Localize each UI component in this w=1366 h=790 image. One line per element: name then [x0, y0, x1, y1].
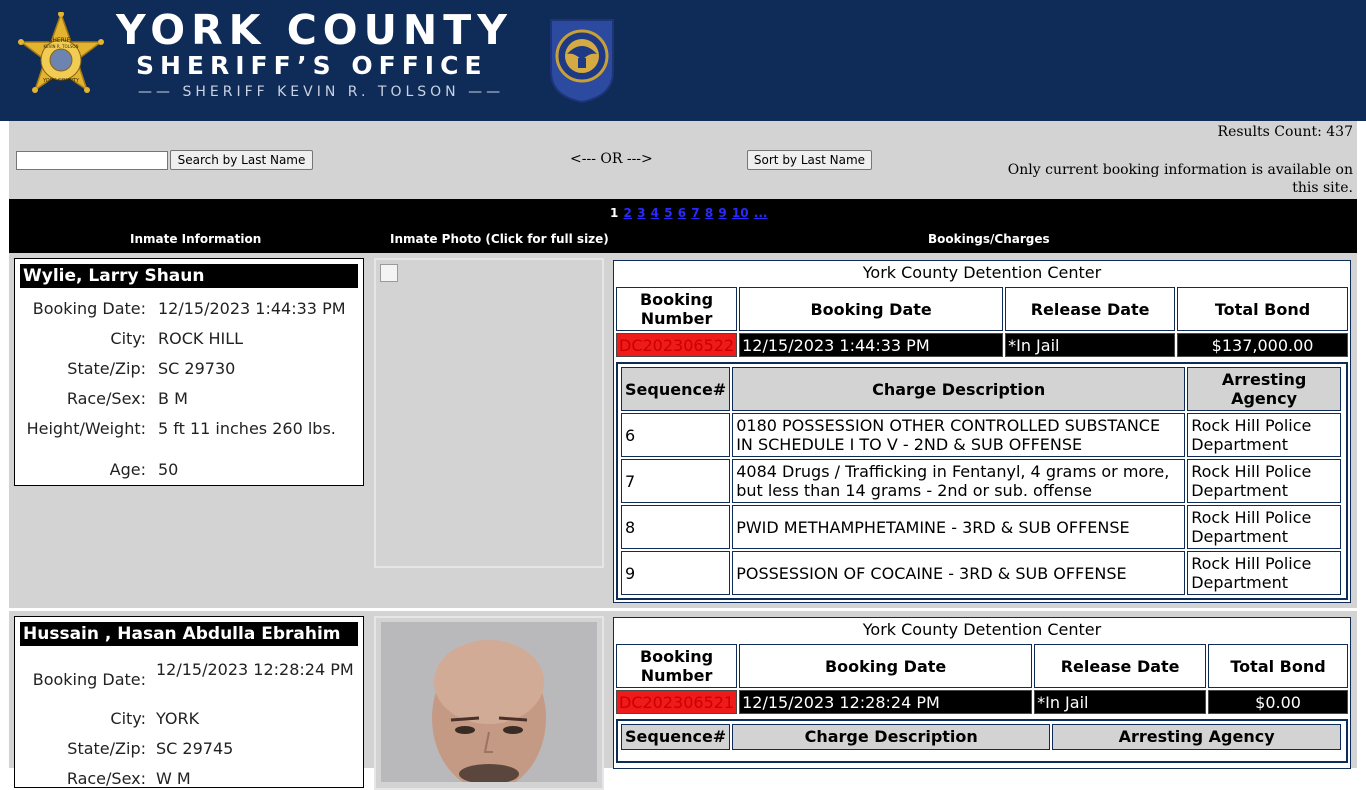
column-headers: [9, 227, 1357, 253]
inmate-record: [9, 611, 1357, 788]
charges-table: [619, 722, 1343, 752]
column-header-inmate-photo: Inmate Photo (Click for full size): [390, 232, 609, 246]
arresting-agency-header: Arresting Agency: [1187, 367, 1341, 411]
inmate-name: Hussain , Hasan Abdulla Ebrahim: [20, 622, 358, 646]
results-count: Results Count: 437: [1217, 124, 1353, 140]
inmate-info-box: [14, 258, 364, 486]
charge-description: POSSESSION OF COCAINE - 3RD & SUB OFFENSE: [732, 551, 1185, 595]
page-current: 1: [610, 206, 619, 220]
release-date-header: Release Date: [1034, 644, 1206, 688]
booking-date-cell: 12/15/2023 12:28:24 PM: [739, 690, 1032, 714]
charge-agency: Rock Hill Police Department: [1187, 413, 1341, 457]
inmate-name: Wylie, Larry Shaun: [20, 264, 358, 288]
state-zip-value: SC 29730: [158, 359, 236, 378]
or-separator: <--- OR --->: [570, 151, 653, 167]
booking-number-value: DC202306522: [616, 333, 737, 357]
booking-date-header: Booking Date: [739, 644, 1032, 688]
sequence-header: Sequence#: [621, 724, 730, 750]
booking-date-header: Booking Date: [739, 287, 1003, 331]
charge-description: 4084 Drugs / Trafficking in Fentanyl, 4 grams or more, but less than 14 grams - 2nd or sub. offense: [732, 459, 1185, 503]
site-title: YORK COUNTY: [116, 6, 513, 54]
booking-table: [614, 642, 1350, 716]
booking-date-label: Booking Date:: [32, 299, 146, 318]
svg-text:SHERIFF: SHERIFF: [48, 37, 74, 44]
booking-panel: [613, 617, 1351, 769]
total-bond-cell: $137,000.00: [1177, 333, 1348, 357]
site-subtitle: SHERIFF’S OFFICE: [136, 51, 488, 80]
charge-row: [621, 459, 1341, 503]
charge-row: [621, 413, 1341, 457]
inmate-record: [9, 253, 1357, 608]
height-weight-value: 5 ft 11 inches 260 lbs.: [158, 419, 336, 438]
facility-name: York County Detention Center: [862, 263, 1102, 282]
charges-panel: [616, 719, 1348, 763]
charge-sequence: 8: [621, 505, 730, 549]
booking-date-label: Booking Date:: [32, 670, 146, 689]
page-link-2[interactable]: 2: [623, 206, 632, 220]
svg-text:KEVIN R. TOLSON: KEVIN R. TOLSON: [43, 44, 79, 49]
column-header-bookings: Bookings/Charges: [928, 232, 1050, 246]
page-link-8[interactable]: 8: [704, 206, 714, 220]
booking-panel: [613, 260, 1351, 603]
sheriff-badge-icon: [17, 12, 105, 108]
arresting-agency-header: Arresting Agency: [1052, 724, 1341, 750]
race-sex-label: Race/Sex:: [66, 389, 146, 408]
total-bond-cell: $0.00: [1208, 690, 1348, 714]
booking-number-header: Booking Number: [616, 287, 737, 331]
age-value: 50: [158, 460, 179, 479]
page-link-6[interactable]: 6: [677, 206, 687, 220]
broken-image-icon: [380, 264, 398, 282]
charge-description-header: Charge Description: [732, 367, 1185, 411]
charge-description: PWID METHAMPHETAMINE - 3RD & SUB OFFENSE: [732, 505, 1185, 549]
svg-text:YORK COUNTY: YORK COUNTY: [43, 78, 79, 84]
booking-date-value: 12/15/2023 1:44:33 PM: [158, 299, 346, 318]
total-bond-header: Total Bond: [1208, 644, 1348, 688]
inmate-photo[interactable]: [374, 616, 604, 790]
charge-sequence: 7: [621, 459, 730, 503]
search-by-last-name-button[interactable]: Search by Last Name: [170, 150, 313, 170]
height-weight-label: Height/Weight:: [26, 419, 146, 438]
city-value: ROCK HILL: [158, 329, 244, 348]
state-zip-value: SC 29745: [156, 739, 234, 758]
inmate-photo[interactable]: [374, 258, 604, 568]
state-zip-label: State/Zip:: [67, 739, 146, 758]
page-link-10[interactable]: 10: [731, 206, 749, 220]
charge-description: 0180 POSSESSION OTHER CONTROLLED SUBSTANCE IN SCHEDULE I TO V - 2ND & SUB OFFENSE: [732, 413, 1185, 457]
race-sex-label: Race/Sex:: [66, 769, 146, 788]
sequence-header: Sequence#: [621, 367, 730, 411]
page-link-7[interactable]: 7: [691, 206, 700, 220]
release-date-cell: *In Jail: [1034, 690, 1206, 714]
booking-number-value: DC202306521: [616, 690, 737, 714]
release-date-header: Release Date: [1005, 287, 1175, 331]
booking-number-header: Booking Number: [616, 644, 737, 688]
page-link-9[interactable]: 9: [718, 206, 727, 220]
charge-agency: Rock Hill Police Department: [1187, 505, 1341, 549]
booking-date-cell: 12/15/2023 1:44:33 PM: [739, 333, 1003, 357]
booking-info-note: Only current booking information is available on this site.: [1007, 162, 1353, 196]
charges-table: [619, 365, 1343, 597]
race-sex-value: W M: [156, 769, 191, 788]
charge-agency: Rock Hill Police Department: [1187, 459, 1341, 503]
charge-sequence: 6: [621, 413, 730, 457]
search-input[interactable]: [16, 151, 168, 170]
divider-line: ——: [138, 84, 174, 100]
booking-table: [614, 285, 1350, 359]
total-bond-header: Total Bond: [1177, 287, 1348, 331]
page-link-3[interactable]: 3: [637, 206, 646, 220]
city-label: City:: [110, 709, 146, 728]
charge-row: [621, 551, 1341, 595]
city-value: YORK: [156, 709, 200, 728]
state-zip-label: State/Zip:: [67, 359, 146, 378]
booking-date-value: 12/15/2023 12:28:24 PM: [156, 660, 354, 679]
race-sex-value: B M: [158, 389, 188, 408]
page-link-5[interactable]: 5: [664, 206, 673, 220]
inmate-info-box: [14, 616, 364, 788]
charge-row: [621, 505, 1341, 549]
charges-panel: [616, 362, 1348, 600]
charge-agency: Rock Hill Police Department: [1187, 551, 1341, 595]
sort-by-last-name-button[interactable]: Sort by Last Name: [747, 150, 872, 170]
svg-text:S.C.: S.C.: [56, 88, 66, 94]
mugshot-image: [381, 622, 597, 782]
page-link-more[interactable]: ...: [753, 206, 768, 220]
page-link-4[interactable]: 4: [650, 206, 659, 220]
facility-name: York County Detention Center: [862, 620, 1102, 639]
site-header: [0, 0, 1366, 121]
pagination: [9, 199, 1357, 227]
charge-description-header: Charge Description: [732, 724, 1050, 750]
state-seal-icon: [545, 16, 619, 104]
column-header-inmate-info: Inmate Information: [130, 232, 262, 246]
sheriff-name: —— SHERIFF KEVIN R. TOLSON ——: [138, 84, 505, 100]
age-label: Age:: [109, 460, 146, 479]
city-label: City:: [110, 329, 146, 348]
charge-sequence: 9: [621, 551, 730, 595]
divider-line: ——: [468, 84, 505, 100]
release-date-cell: *In Jail: [1005, 333, 1175, 357]
search-bar: [9, 121, 1357, 199]
